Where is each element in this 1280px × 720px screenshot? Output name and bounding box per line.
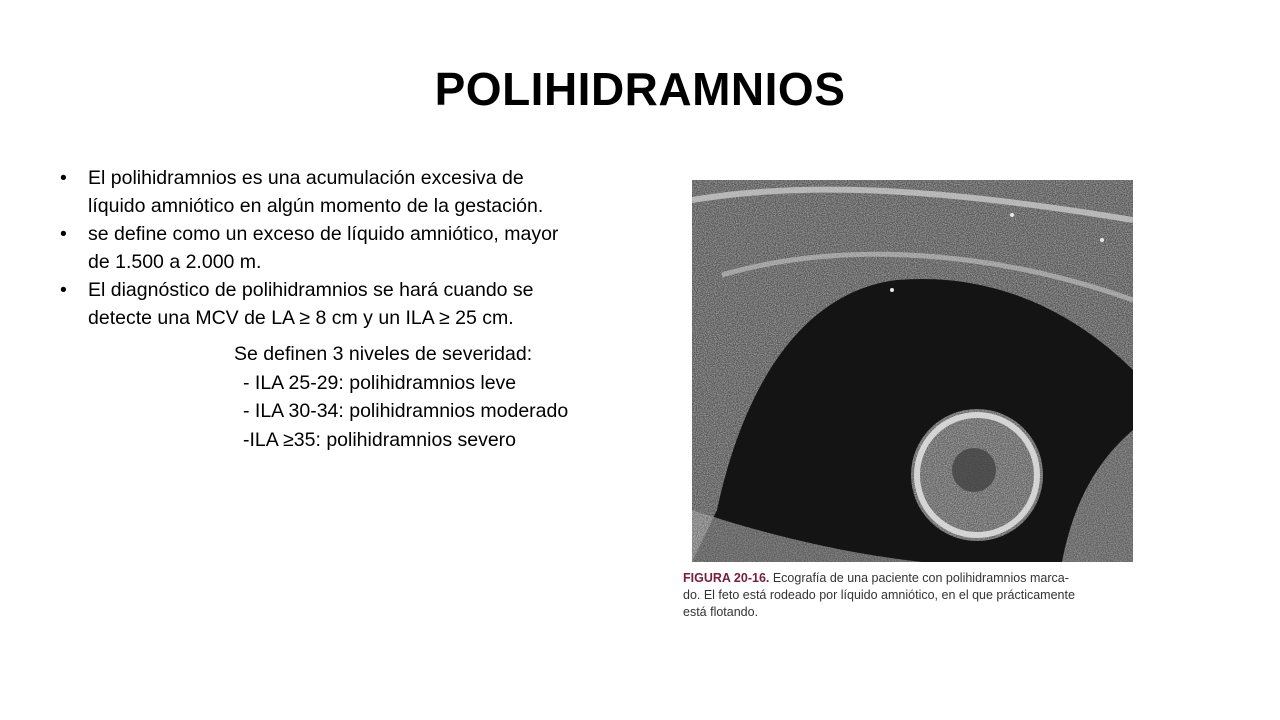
slide-title: POLIHIDRAMNIOS xyxy=(434,63,846,115)
bullet-line: detecte una MCV de LA ≥ 8 cm y un ILA ≥ 25 cm. xyxy=(88,307,514,329)
bullet-line: de 1.500 a 2.000 m. xyxy=(88,251,262,273)
bullet-line: líquido amniótico en algún momento de la gestación. xyxy=(88,195,544,217)
bullet-list xyxy=(60,164,630,332)
severity-level: - ILA 30-34: polihidramnios moderado xyxy=(243,400,569,422)
caption-text: Ecografía de una paciente con polihidramnios marca- xyxy=(769,571,1069,585)
caption-line xyxy=(683,570,1153,587)
bullet-line: El diagnóstico de polihidramnios se hará cuando se xyxy=(88,279,534,301)
severity-block xyxy=(60,340,640,454)
bullet-item xyxy=(60,276,630,332)
bullet-line: se define como un exceso de líquido amniótico, mayor xyxy=(88,223,559,245)
bullet-dot: • xyxy=(60,279,67,301)
bullet-dot: • xyxy=(60,223,67,245)
bullet-dot: • xyxy=(60,167,67,189)
severity-level: - ILA 25-29: polihidramnios leve xyxy=(243,371,517,394)
bullet-item xyxy=(60,220,630,276)
severity-heading: Se definen 3 niveles de severidad: xyxy=(234,343,533,365)
severity-level: -ILA ≥35: polihidramnios severo xyxy=(243,428,517,451)
ultrasound-image xyxy=(692,180,1133,562)
bullet-line: El polihidramnios es una acumulación excesiva de xyxy=(88,167,524,189)
figure-label: FIGURA 20-16. xyxy=(683,571,770,585)
caption-line: do. El feto está rodeado por líquido amniótico, en el que prácticamente xyxy=(683,588,1075,602)
caption-line: está flotando. xyxy=(683,605,759,619)
figure-caption xyxy=(683,570,1153,621)
bullet-item xyxy=(60,164,630,220)
